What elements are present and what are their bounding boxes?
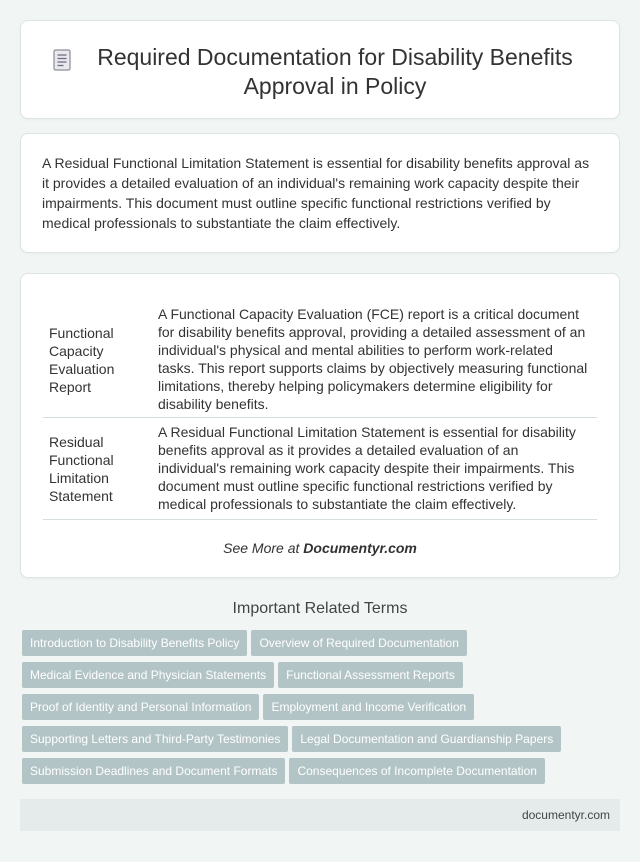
related-term-tag[interactable]: Consequences of Incomplete Documentation — [289, 758, 544, 784]
documents-table-card — [20, 273, 620, 578]
table-row — [43, 302, 597, 418]
related-term-tag[interactable]: Functional Assessment Reports — [278, 662, 463, 688]
related-terms-heading: Important Related Terms — [232, 600, 408, 617]
document-name: Residual Functional Limitation Statement — [43, 418, 154, 520]
see-more-site[interactable]: Documentyr.com — [303, 540, 417, 556]
related-terms-list — [22, 630, 622, 790]
document-name: Functional Capacity Evaluation Report — [43, 302, 154, 418]
related-term-tag[interactable]: Submission Deadlines and Document Formats — [22, 758, 285, 784]
related-term-tag[interactable]: Overview of Required Documentation — [251, 630, 466, 656]
related-term-tag[interactable]: Medical Evidence and Physician Statements — [22, 662, 274, 688]
footer-site-link[interactable]: documentyr.com — [521, 808, 610, 822]
title-card — [20, 20, 620, 119]
table-row — [43, 418, 597, 520]
intro-paragraph: A Residual Functional Limitation Statement is essential for disability benefits approval as it provides a detailed evaluation of an individual's remaining work capacity despite their impairments. This document must outline specific functional restrictions verified by medical professionals to substantiate the claim effectively. — [42, 155, 590, 231]
see-more-link[interactable] — [21, 540, 619, 556]
related-term-tag[interactable]: Proof of Identity and Personal Information — [22, 694, 259, 720]
related-term-tag[interactable]: Supporting Letters and Third-Party Testimonies — [22, 726, 288, 752]
documents-table — [43, 302, 597, 520]
related-term-tag[interactable]: Employment and Income Verification — [263, 694, 474, 720]
intro-card — [20, 133, 620, 253]
see-more-prefix: See More at — [223, 540, 304, 556]
footer — [20, 799, 620, 831]
page-title: Required Documentation for Disability Benefits Approval in Policy — [97, 44, 573, 99]
document-description: A Functional Capacity Evaluation (FCE) report is a critical document for disability benefits approval, providing a detailed assessment of an individual's physical and mental abilities to perform work-related tasks. This report supports claims by objectively measuring functional limitations, thereby helping policymakers determine eligibility for disability benefits. — [154, 302, 597, 418]
related-term-tag[interactable]: Legal Documentation and Guardianship Papers — [292, 726, 561, 752]
related-term-tag[interactable]: Introduction to Disability Benefits Policy — [22, 630, 247, 656]
document-description: A Residual Functional Limitation Statement is essential for disability benefits approval as it provides a detailed evaluation of an individual's remaining work capacity despite their impairments. This document must outline specific functional restrictions verified by medical professionals to substantiate the claim effectively. — [154, 418, 597, 520]
